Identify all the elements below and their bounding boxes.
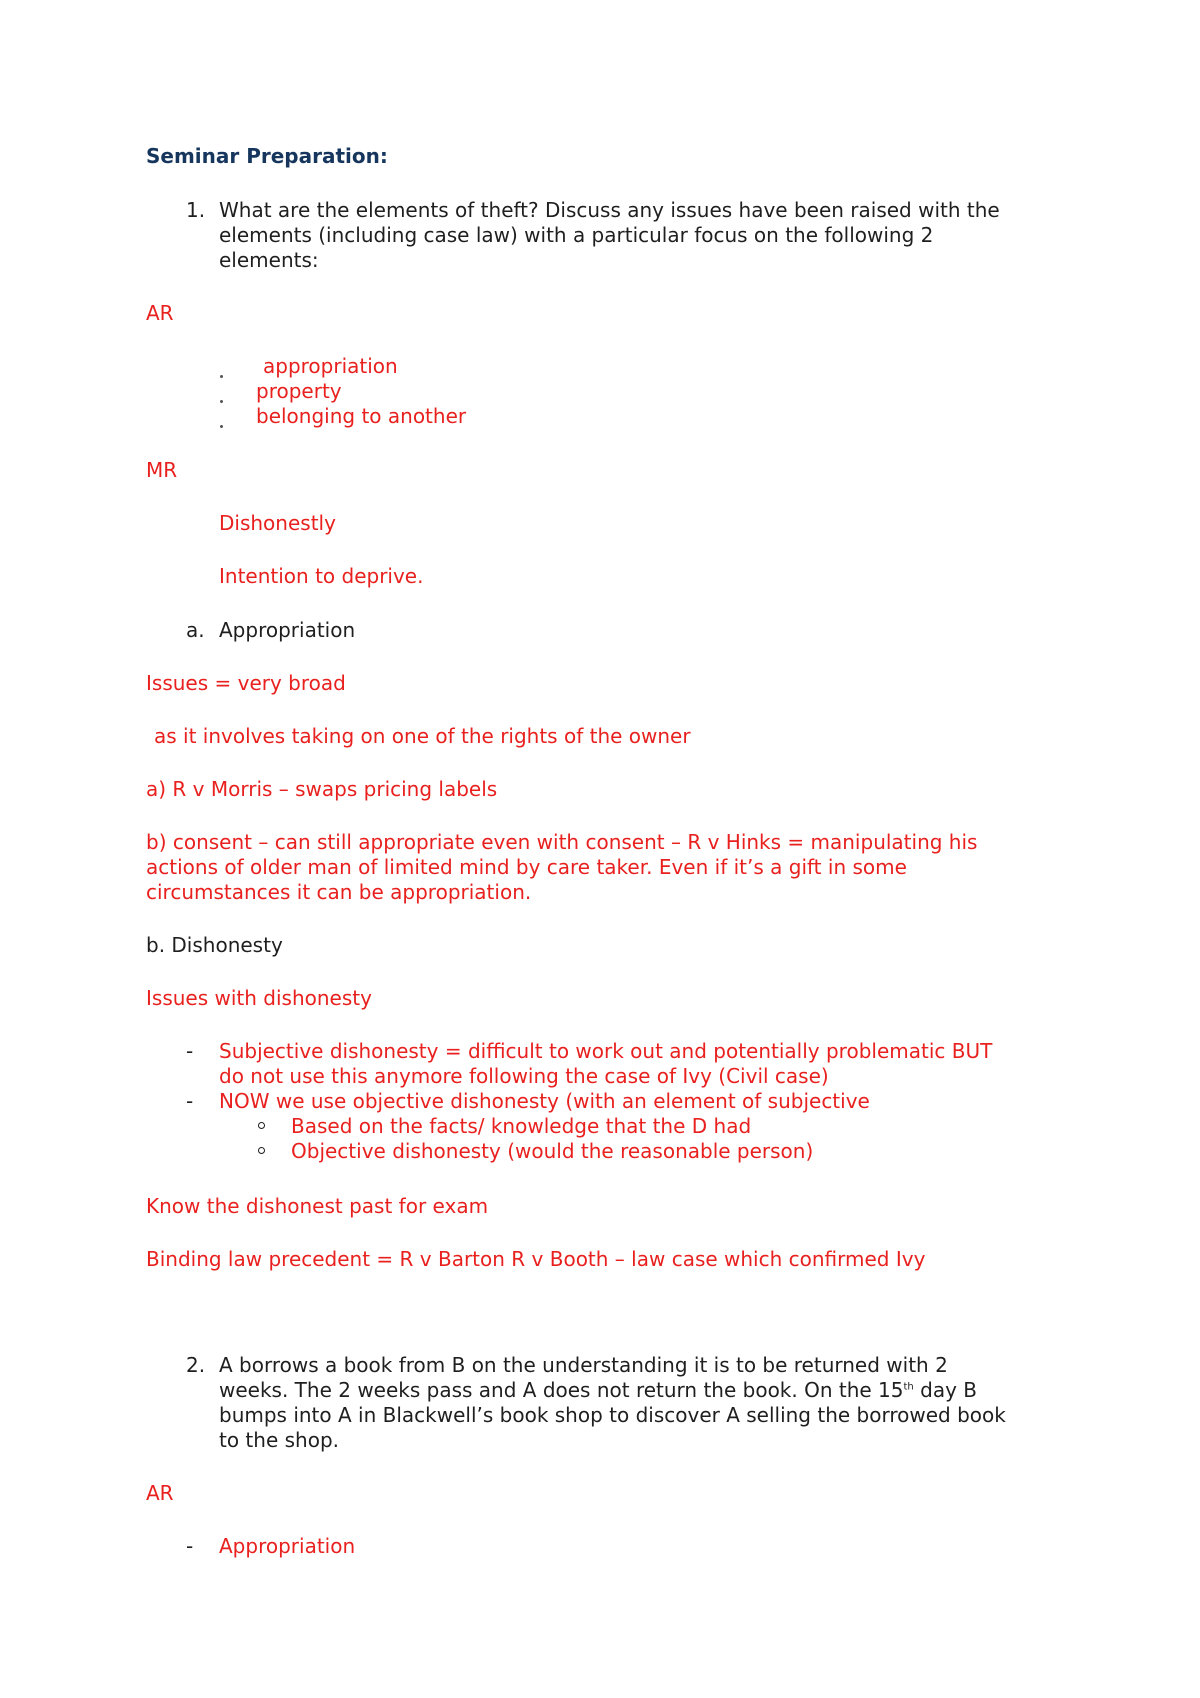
ar-item-appropriation: appropriation (263, 354, 398, 378)
circle-bullet-icon (258, 1147, 265, 1154)
ar-label-2: AR (146, 1481, 174, 1505)
list-letter-a: a. (186, 618, 205, 642)
question-1-line-1: What are the elements of theft? Discuss any issues have been raised with the (219, 198, 1000, 222)
reasonable-person-item: Objective dishonesty (would the reasonable person) (291, 1139, 814, 1163)
mr-item-intention: Intention to deprive. (219, 564, 424, 588)
binding-precedent-note: Binding law precedent = R v Barton R v Booth – law case which confirmed Ivy (146, 1247, 926, 1271)
ar-label: AR (146, 301, 174, 325)
circle-bullet-icon (258, 1122, 265, 1129)
dash-bullet: - (186, 1534, 194, 1558)
facts-knowledge-item: Based on the facts/ knowledge that the D had (291, 1114, 752, 1138)
mr-item-dishonestly: Dishonestly (219, 511, 336, 535)
question-1-line-2: elements (including case law) with a particular focus on the following 2 (219, 223, 934, 247)
owner-rights-note: as it involves taking on one of the rights of the owner (154, 724, 691, 748)
question-2-line-2: weeks. The 2 weeks pass and A does not return the book. On the 15th day B (219, 1378, 978, 1402)
dash-bullet: - (186, 1089, 194, 1113)
consent-note-line-2: actions of older man of limited mind by care taker. Even if it’s a gift in some (146, 855, 907, 879)
dash-bullet: - (186, 1039, 194, 1063)
question-1-line-3: elements: (219, 248, 319, 272)
mr-label: MR (146, 458, 178, 482)
issues-dishonesty: Issues with dishonesty (146, 986, 372, 1010)
question-2-line-3: bumps into A in Blackwell’s book shop to discover A selling the borrowed book (219, 1403, 1006, 1427)
subjective-dishonesty-line-1: Subjective dishonesty = difficult to work out and potentially problematic BUT (219, 1039, 993, 1063)
morris-case-note: a) R v Morris – swaps pricing labels (146, 777, 498, 801)
objective-dishonesty-line: NOW we use objective dishonesty (with an element of subjective (219, 1089, 870, 1113)
page-title: Seminar Preparation: (146, 144, 388, 168)
consent-note-line-3: circumstances it can be appropriation. (146, 880, 532, 904)
ar-item-property: property (256, 379, 342, 403)
list-number-1: 1. (186, 198, 206, 222)
list-number-2: 2. (186, 1353, 206, 1377)
question-2-line-1: A borrows a book from B on the understanding it is to be returned with 2 (219, 1353, 948, 1377)
subjective-dishonesty-line-2: do not use this anymore following the case of Ivy (Civil case) (219, 1064, 829, 1088)
know-exam-note: Know the dishonest past for exam (146, 1194, 489, 1218)
subheading-appropriation: Appropriation (219, 618, 356, 642)
bullet-dot (220, 400, 223, 403)
bullet-dot (220, 375, 223, 378)
subheading-dishonesty: b. Dishonesty (146, 933, 283, 957)
bullet-dot (220, 425, 223, 428)
consent-note-line-1: b) consent – can still appropriate even with consent – R v Hinks = manipulating his (146, 830, 978, 854)
question-2-line-4: to the shop. (219, 1428, 339, 1452)
ar-item-belonging: belonging to another (256, 404, 467, 428)
issues-broad: Issues = very broad (146, 671, 346, 695)
ar2-item-appropriation: Appropriation (219, 1534, 356, 1558)
